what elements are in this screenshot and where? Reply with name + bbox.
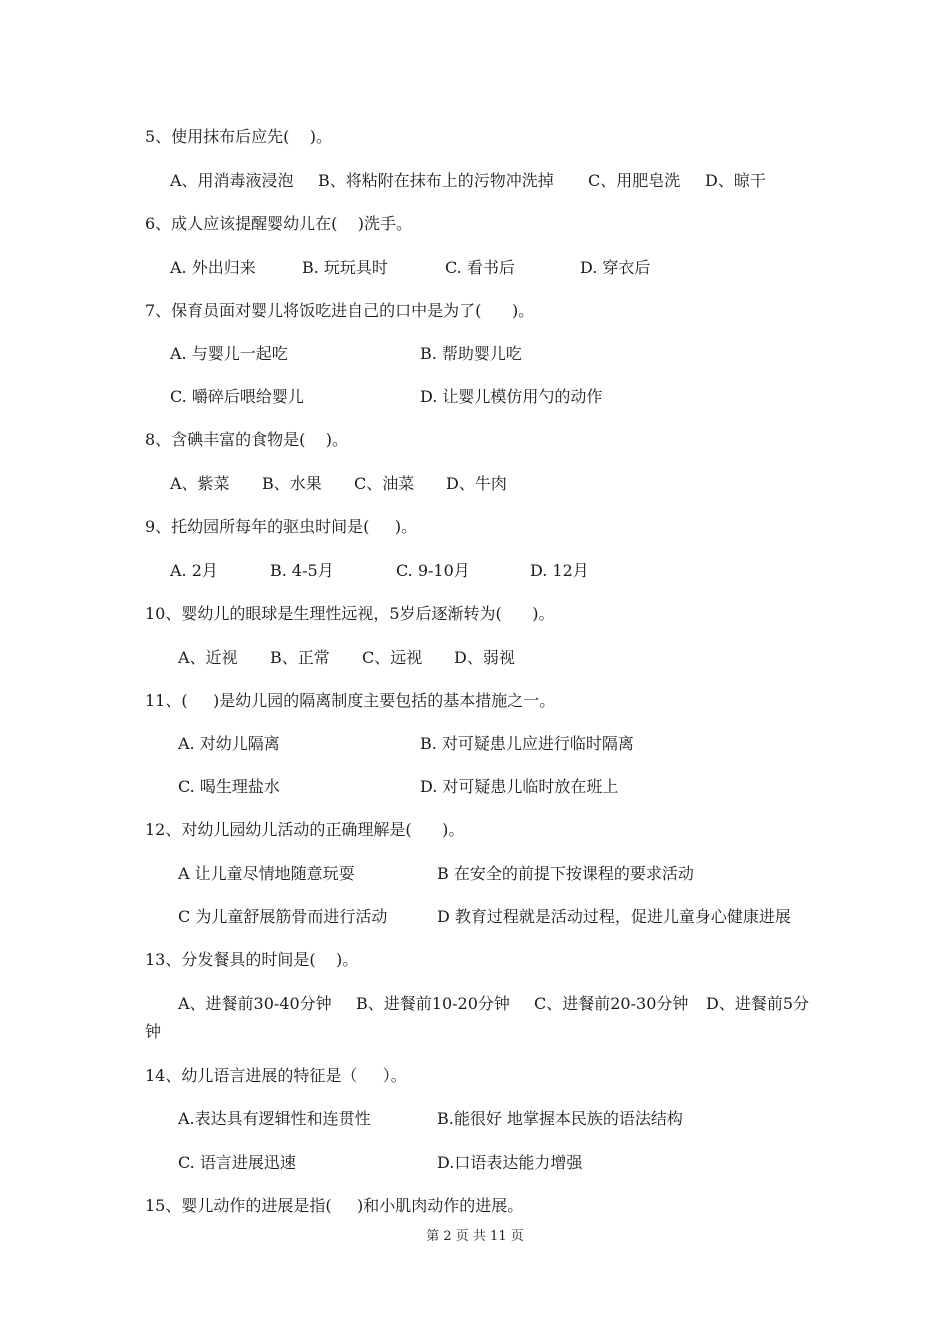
question-6-option-d: D. 穿衣后: [580, 258, 651, 277]
question-12-option-c: C 为儿童舒展筋骨而进行活动: [178, 907, 388, 926]
question-13-option-d: D、进餐前5分: [706, 994, 810, 1013]
question-13-option-a: A、进餐前30-40分钟: [178, 994, 332, 1013]
question-13-option-b: B、进餐前10-20分钟: [356, 994, 510, 1013]
question-11-option-b: B. 对可疑患儿应进行临时隔离: [420, 734, 634, 753]
question-5-option-d: D、晾干: [705, 171, 766, 190]
question-14-option-b: B.能很好 地掌握本民族的语法结构: [437, 1109, 683, 1128]
question-11-stem: 11、( )是幼儿园的隔离制度主要包括的基本措施之一。: [145, 691, 556, 710]
question-11-option-d: D. 对可疑患儿临时放在班上: [420, 777, 619, 796]
question-11-option-c: C. 喝生理盐水: [178, 777, 280, 796]
question-9-option-d: D. 12月: [530, 561, 589, 580]
question-13-option-d-wrap: 钟: [145, 1022, 162, 1041]
question-7-option-b: B. 帮助婴儿吃: [420, 344, 522, 363]
question-12-option-d: D 教育过程就是活动过程，促进儿童身心健康进展: [437, 907, 791, 926]
question-14-stem: 14、幼儿语言进展的特征是（ ）。: [145, 1066, 407, 1085]
question-6-stem: 6、成人应该提醒婴幼儿在( )洗手。: [145, 214, 413, 233]
question-7-option-a: A. 与婴儿一起吃: [170, 344, 288, 363]
question-6-option-a: A. 外出归来: [170, 258, 256, 277]
question-9-stem: 9、托幼园所每年的驱虫时间是( )。: [145, 517, 418, 536]
question-10-option-d: D、弱视: [454, 648, 515, 667]
question-14-option-d: D.口语表达能力增强: [437, 1153, 583, 1172]
question-10-option-b: B、正常: [270, 648, 330, 667]
question-9-option-c: C. 9-10月: [396, 561, 470, 580]
question-7-option-c: C. 嚼碎后喂给婴儿: [170, 387, 304, 406]
question-5-stem: 5、使用抹布后应先( )。: [145, 127, 333, 146]
question-13-stem: 13、分发餐具的时间是( )。: [145, 950, 359, 969]
question-8-option-b: B、水果: [262, 474, 322, 493]
question-10-stem: 10、婴幼儿的眼球是生理性远视，5岁后逐渐转为( )。: [145, 604, 555, 623]
question-5-option-b: B、将粘附在抹布上的污物冲洗掉: [318, 171, 554, 190]
question-10-option-a: A、近视: [178, 648, 238, 667]
question-11-option-a: A. 对幼儿隔离: [178, 734, 280, 753]
question-7-stem: 7、保育员面对婴儿将饭吃进自己的口中是为了( )。: [145, 301, 535, 320]
question-7-option-d: D. 让婴儿模仿用勺的动作: [420, 387, 603, 406]
question-5-option-c: C、用肥皂洗: [588, 171, 681, 190]
question-5-option-a: A、用消毒液浸泡: [170, 171, 294, 190]
question-15-stem: 15、婴儿动作的进展是指( )和小肌肉动作的进展。: [145, 1196, 524, 1215]
question-13-option-c: C、进餐前20-30分钟: [534, 994, 689, 1013]
question-14-option-c: C. 语言进展迅速: [178, 1153, 296, 1172]
question-12-option-a: A 让儿童尽情地随意玩耍: [178, 864, 355, 883]
question-9-option-a: A. 2月: [170, 561, 218, 580]
question-6-option-b: B. 玩玩具时: [302, 258, 388, 277]
question-12-stem: 12、对幼儿园幼儿活动的正确理解是( )。: [145, 820, 465, 839]
question-9-option-b: B. 4-5月: [270, 561, 334, 580]
question-10-option-c: C、远视: [362, 648, 423, 667]
question-12-option-b: B 在安全的前提下按课程的要求活动: [437, 864, 694, 883]
question-14-option-a: A.表达具有逻辑性和连贯性: [178, 1109, 371, 1128]
question-6-option-c: C. 看书后: [445, 258, 515, 277]
question-8-option-d: D、牛肉: [446, 474, 507, 493]
question-8-option-c: C、油菜: [354, 474, 415, 493]
question-8-option-a: A、紫菜: [170, 474, 230, 493]
page-footer: 第 2 页 共 11 页: [426, 1229, 524, 1244]
question-8-stem: 8、含碘丰富的食物是( )。: [145, 430, 349, 449]
